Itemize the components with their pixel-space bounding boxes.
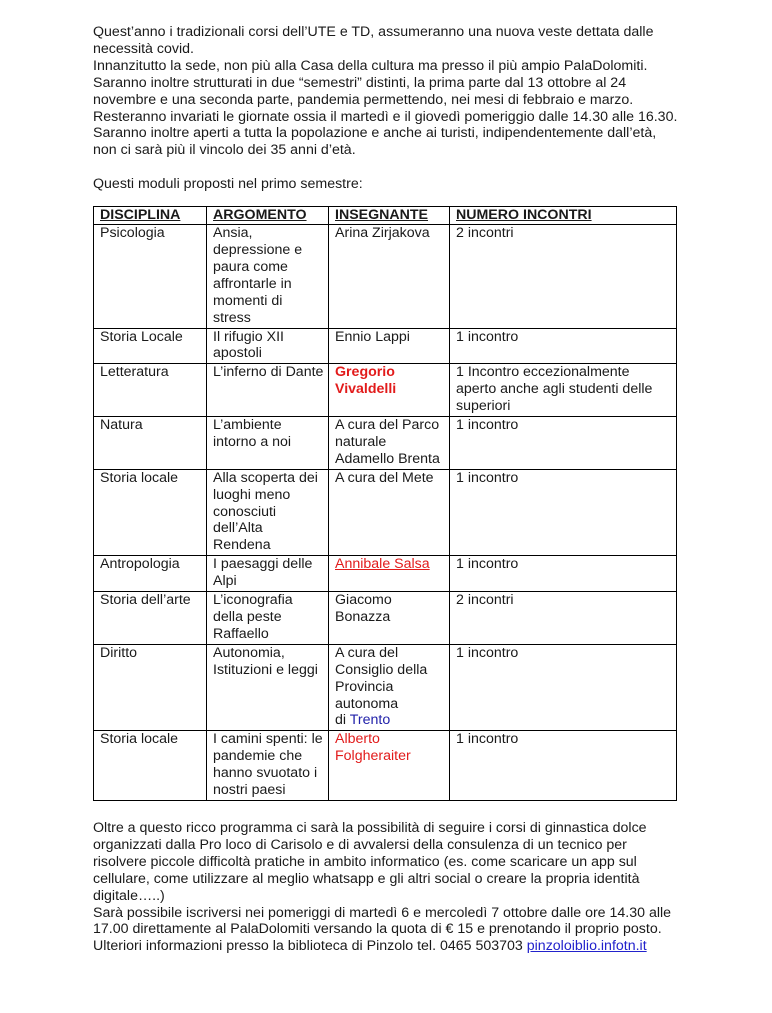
cell-insegnante [329, 644, 450, 731]
table-row [94, 364, 677, 417]
table-row [94, 731, 677, 801]
cell-insegnante: Giacomo Bonazza [329, 592, 450, 645]
intro-paragraph-4: Resteranno invariati le giornate ossia il martedì e il giovedì pomeriggio dalle 14.30 alle 16.30. [93, 108, 678, 125]
outro-paragraph-2: Sarà possibile iscriversi nei pomeriggi di martedì 6 e mercoledì 7 ottobre dalle ore 14.30 alle 17.00 direttamente al PalaDolomiti versando la quota di € 15 e prenotando il proprio posto. [93, 904, 672, 938]
table-header-row [94, 207, 677, 225]
header-argomento: ARGOMENTO [207, 207, 329, 225]
cell-disciplina: Diritto [94, 644, 207, 731]
cell-argomento: Autonomia, Istituzioni e leggi [207, 644, 329, 731]
table-row [94, 469, 677, 556]
spacer [93, 159, 683, 176]
cell-disciplina: Letteratura [94, 364, 207, 417]
cell-incontri: 2 incontri [450, 592, 677, 645]
cell-argomento: L’ambiente intorno a noi [207, 417, 329, 470]
cell-insegnante: Gregorio Vivaldelli [329, 364, 450, 417]
cell-incontri: 1 Incontro eccezionalmente aperto anche agli studenti delle superiori [450, 364, 677, 417]
cell-argomento: L’iconografia della peste Raffaello [207, 592, 329, 645]
cell-insegnante: Arina Zirjakova [329, 225, 450, 328]
teacher-text-prefix: di [335, 712, 350, 729]
cell-insegnante [329, 556, 450, 592]
header-numero-incontri: NUMERO INCONTRI [450, 207, 677, 225]
cell-argomento: Alla scoperta dei luoghi meno conosciuti dell’Alta Rendena [207, 469, 329, 556]
cell-insegnante: A cura del Mete [329, 469, 450, 556]
cell-disciplina: Storia locale [94, 469, 207, 556]
cell-disciplina: Storia locale [94, 731, 207, 801]
cell-disciplina: Natura [94, 417, 207, 470]
courses-table [93, 206, 677, 801]
cell-insegnante: A cura del Parco naturale Adamello Brenta [329, 417, 450, 470]
modules-intro: Questi moduli proposti nel primo semestre: [93, 176, 363, 193]
intro-paragraph-2: Innanzitutto la sede, non più alla Casa della cultura ma presso il più ampio PalaDolomiti. [93, 57, 648, 74]
intro-paragraph-3: Saranno inoltre strutturati in due “semestri” distinti, la prima parte dal 13 ottobre al 24 novembre e una seconda parte, pandemia permettendo, nei mesi di febbraio e marzo. [93, 74, 634, 108]
cell-incontri: 1 incontro [450, 556, 677, 592]
table-row [94, 556, 677, 592]
cell-incontri: 1 incontro [450, 417, 677, 470]
outro-paragraph-1: Oltre a questo ricco programma ci sarà la possibilità di seguire i corsi di ginnastica dolce organizzati dalla Pro loco di Carisolo e di avvalersi della consulenza di un tecnico per risolvere piccole difficoltà pratiche in ambito informatico (es. come scaricare un app sul cellulare, come utilizzare al meglio whatsapp e gli altri social o creare la propria identità digitale…..) [93, 819, 647, 904]
intro-paragraph-1: Quest’anno i tradizionali corsi dell’UTE e TD, assumeranno una nuova veste dettata dalle necessità covid. [93, 24, 654, 57]
info-line [93, 938, 683, 955]
info-text: Ulteriori informazioni presso la biblioteca di Pinzolo tel. 0465 503703 [93, 938, 527, 955]
table-row [94, 644, 677, 731]
table-row [94, 328, 677, 364]
table-row [94, 417, 677, 470]
cell-disciplina: Storia Locale [94, 328, 207, 364]
table-row [94, 225, 677, 328]
cell-incontri: 2 incontri [450, 225, 677, 328]
document-page [93, 24, 683, 955]
intro-paragraph-5: Saranno inoltre aperti a tutta la popolazione e anche ai turisti, indipendentemente dall’età, non ci sarà più il vincolo dei 35 anni d’età. [93, 125, 657, 159]
cell-argomento: I paesaggi delle Alpi [207, 556, 329, 592]
header-insegnante: INSEGNANTE [329, 207, 450, 225]
cell-argomento: I camini spenti: le pandemie che hanno svuotato i nostri paesi [207, 731, 329, 801]
cell-argomento: L’inferno di Dante [207, 364, 329, 417]
teacher-text-place: Trento [349, 712, 391, 729]
cell-argomento: Ansia, depressione e paura come affrontarle in momenti di stress [207, 225, 329, 328]
header-disciplina: DISCIPLINA [94, 207, 207, 225]
cell-disciplina: Antropologia [94, 556, 207, 592]
table-row [94, 592, 677, 645]
cell-incontri: 1 incontro [450, 644, 677, 731]
cell-disciplina: Storia dell’arte [94, 592, 207, 645]
cell-incontri: 1 incontro [450, 469, 677, 556]
cell-incontri: 1 incontro [450, 731, 677, 801]
cell-insegnante: Ennio Lappi [329, 328, 450, 364]
website-link[interactable]: pinzoloiblio.infotn.it [526, 938, 647, 955]
cell-incontri: 1 incontro [450, 328, 677, 364]
teacher-text: A cura del Consiglio della Provincia autonoma [335, 644, 428, 712]
teacher-link[interactable]: Annibale Salsa [335, 556, 430, 573]
cell-insegnante: Alberto Folgheraiter [329, 731, 450, 801]
cell-argomento: Il rifugio XII apostoli [207, 328, 329, 364]
cell-disciplina: Psicologia [94, 225, 207, 328]
